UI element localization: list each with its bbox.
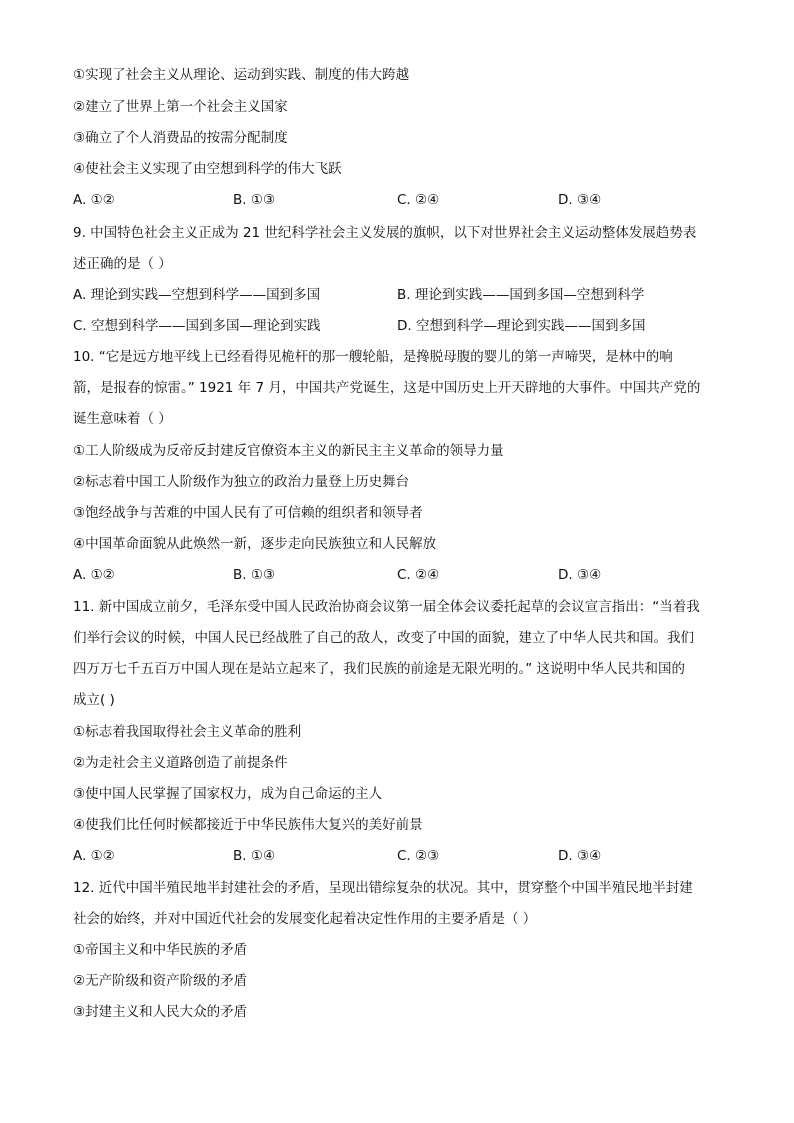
q10-item-2: ②标志着中国工人阶级作为独立的政治力量登上历史舞台: [73, 474, 410, 490]
q11-stem-line-1: 11. 新中国成立前夕，毛泽东受中国人民政治协商会议第一届全体会议委托起草的会议宣言指出：“当着我: [73, 599, 700, 615]
q10-stem-line-3: 诞生意味着（ ）: [73, 411, 172, 427]
q12-stem-line-1: 12. 近代中国半殖民地半封建社会的矛盾，呈现出错综复杂的状况。其中，贯穿整个中国半殖民地半封建: [73, 880, 693, 896]
q8-option-b: B. ①③: [233, 192, 276, 208]
q10-item-4: ④中国革命面貌从此焕然一新，逐步走向民族独立和人民解放: [73, 536, 437, 552]
q8-item-2: ②建立了世界上第一个社会主义国家: [73, 99, 288, 115]
q9-option-a: A. 理论到实践—空想到科学——国到多国: [73, 287, 321, 303]
q11-option-c: C. ②③: [397, 848, 440, 864]
q11-item-1: ①标志着我国取得社会主义革命的胜利: [73, 724, 302, 740]
q11-stem-line-4: 成立( ): [73, 692, 115, 708]
q8-item-4: ④使社会主义实现了由空想到科学的伟大飞跃: [73, 161, 342, 177]
q9-option-d: D. 空想到科学—理论到实践——国到多国: [397, 318, 646, 334]
q10-option-d: D. ③④: [558, 567, 602, 583]
q11-stem-line-3: 四万万七千五百万中国人现在是站立起来了，我们民族的前途是无限光明的。” 这说明中华人民共和国的: [73, 661, 686, 677]
q11-item-2: ②为走社会主义道路创造了前提条件: [73, 755, 288, 771]
q10-option-b: B. ①③: [233, 567, 276, 583]
q12-item-3: ③封建主义和人民大众的矛盾: [73, 1004, 248, 1020]
q9-stem-line-1: 9. 中国特色社会主义正成为 21 世纪科学社会主义发展的旗帜，以下对世界社会主义运动整体发展趋势表: [73, 225, 697, 241]
q12-item-1: ①帝国主义和中华民族的矛盾: [73, 942, 248, 958]
q8-option-d: D. ③④: [558, 192, 602, 208]
q11-stem-line-2: 们举行会议的时候，中国人民已经战胜了自己的敌人，改变了中国的面貌，建立了中华人民共和国。我们: [73, 630, 694, 646]
q8-item-1: ①实现了社会主义从理论、运动到实践、制度的伟大跨越: [73, 67, 410, 83]
q11-option-a: A. ①②: [73, 848, 115, 864]
q10-item-1: ①工人阶级成为反帝反封建反官僚资本主义的新民主主义革命的领导力量: [73, 443, 504, 459]
q8-item-3: ③确立了个人消费品的按需分配制度: [73, 130, 288, 146]
q9-stem-line-2: 述正确的是（ ）: [73, 256, 172, 272]
q8-option-c: C. ②④: [397, 192, 440, 208]
q10-item-3: ③饱经战争与苦难的中国人民有了可信赖的组织者和领导者: [73, 505, 423, 521]
q9-option-c: C. 空想到科学——国到多国—理论到实践: [73, 318, 321, 334]
q10-stem-line-2: 箭，是报春的惊雷。” 1921 年 7 月，中国共产党诞生，这是中国历史上开天辟地的大事件。中国共产党的: [73, 380, 701, 396]
q10-stem-line-1: 10. “它是远方地平线上已经看得见桅杆的那一艘轮船，是搀脱母腹的婴儿的第一声啼哭，是林中的响: [73, 349, 673, 365]
q10-option-a: A. ①②: [73, 567, 115, 583]
q8-option-a: A. ①②: [73, 192, 115, 208]
q9-option-b: B. 理论到实践——国到多国—空想到科学: [397, 287, 645, 303]
q12-item-2: ②无产阶级和资产阶级的矛盾: [73, 973, 248, 989]
q11-option-d: D. ③④: [558, 848, 602, 864]
q12-stem-line-2: 社会的始终，并对中国近代社会的发展变化起着决定性作用的主要矛盾是（ ）: [73, 911, 537, 927]
q11-option-b: B. ①④: [233, 848, 276, 864]
q11-item-4: ④使我们比任何时候都接近于中华民族伟大复兴的美好前景: [73, 817, 423, 833]
q11-item-3: ③使中国人民掌握了国家权力，成为自己命运的主人: [73, 786, 383, 802]
q10-option-c: C. ②④: [397, 567, 440, 583]
